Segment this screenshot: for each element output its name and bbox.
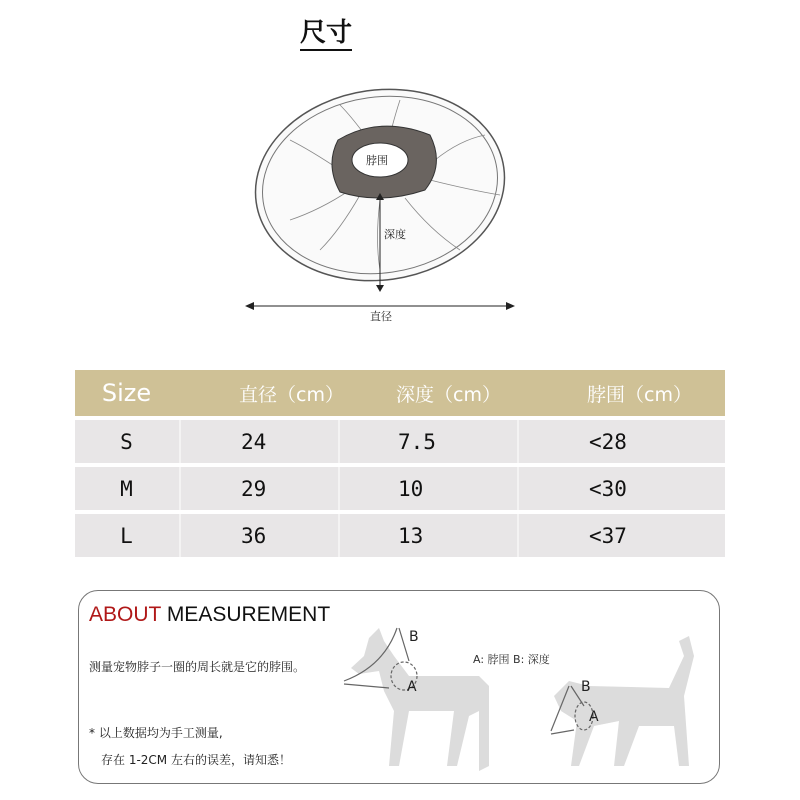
depth-label: 深度	[384, 228, 406, 241]
table-row	[75, 420, 725, 463]
note-line-1: * 以上数据均为手工测量,	[89, 726, 223, 740]
cell-diameter: 36	[179, 514, 338, 557]
cell-neck: <37	[517, 514, 725, 557]
table-row	[75, 514, 725, 557]
cell-diameter: 29	[179, 467, 338, 510]
cell-depth: 7.5	[338, 420, 517, 463]
cone-illustration	[230, 80, 530, 330]
page-title: 尺寸	[300, 18, 352, 51]
cat-silhouette	[554, 636, 694, 766]
cell-depth: 13	[338, 514, 517, 557]
dog-label-a: A	[407, 679, 417, 695]
pet-silhouettes	[339, 616, 719, 781]
cat-label-b: B	[581, 679, 591, 695]
table-row	[75, 467, 725, 510]
cell-neck: <30	[517, 467, 725, 510]
cell-size: L	[75, 514, 179, 557]
cell-size: S	[75, 420, 179, 463]
measurement-panel	[78, 590, 720, 784]
header-diameter: 直径（cm）	[179, 370, 338, 416]
measurement-description: 测量宠物脖子一圈的周长就是它的脖围。	[89, 660, 306, 674]
cat-label-a: A	[589, 709, 599, 725]
size-table	[75, 366, 725, 561]
title-red: ABOUT	[89, 603, 161, 626]
neck-label: 脖围	[366, 154, 388, 167]
dog-label-b: B	[409, 629, 419, 645]
measurement-title	[89, 603, 330, 627]
header-size: Size	[75, 370, 179, 416]
cone-diagram	[230, 80, 530, 330]
note-line-2: 存在 1-2CM 左右的误差，请知悉！	[101, 753, 291, 767]
measurement-legend: A: 脖围 B: 深度	[473, 653, 550, 666]
cell-depth: 10	[338, 467, 517, 510]
title-black: MEASUREMENT	[166, 603, 331, 626]
cell-neck: <28	[517, 420, 725, 463]
cell-size: M	[75, 467, 179, 510]
diameter-label: 直径	[370, 310, 392, 323]
dog-silhouette	[351, 628, 489, 771]
cell-diameter: 24	[179, 420, 338, 463]
table-header-row	[75, 370, 725, 416]
header-depth: 深度（cm）	[338, 370, 517, 416]
header-neck: 脖围（cm）	[517, 370, 725, 416]
